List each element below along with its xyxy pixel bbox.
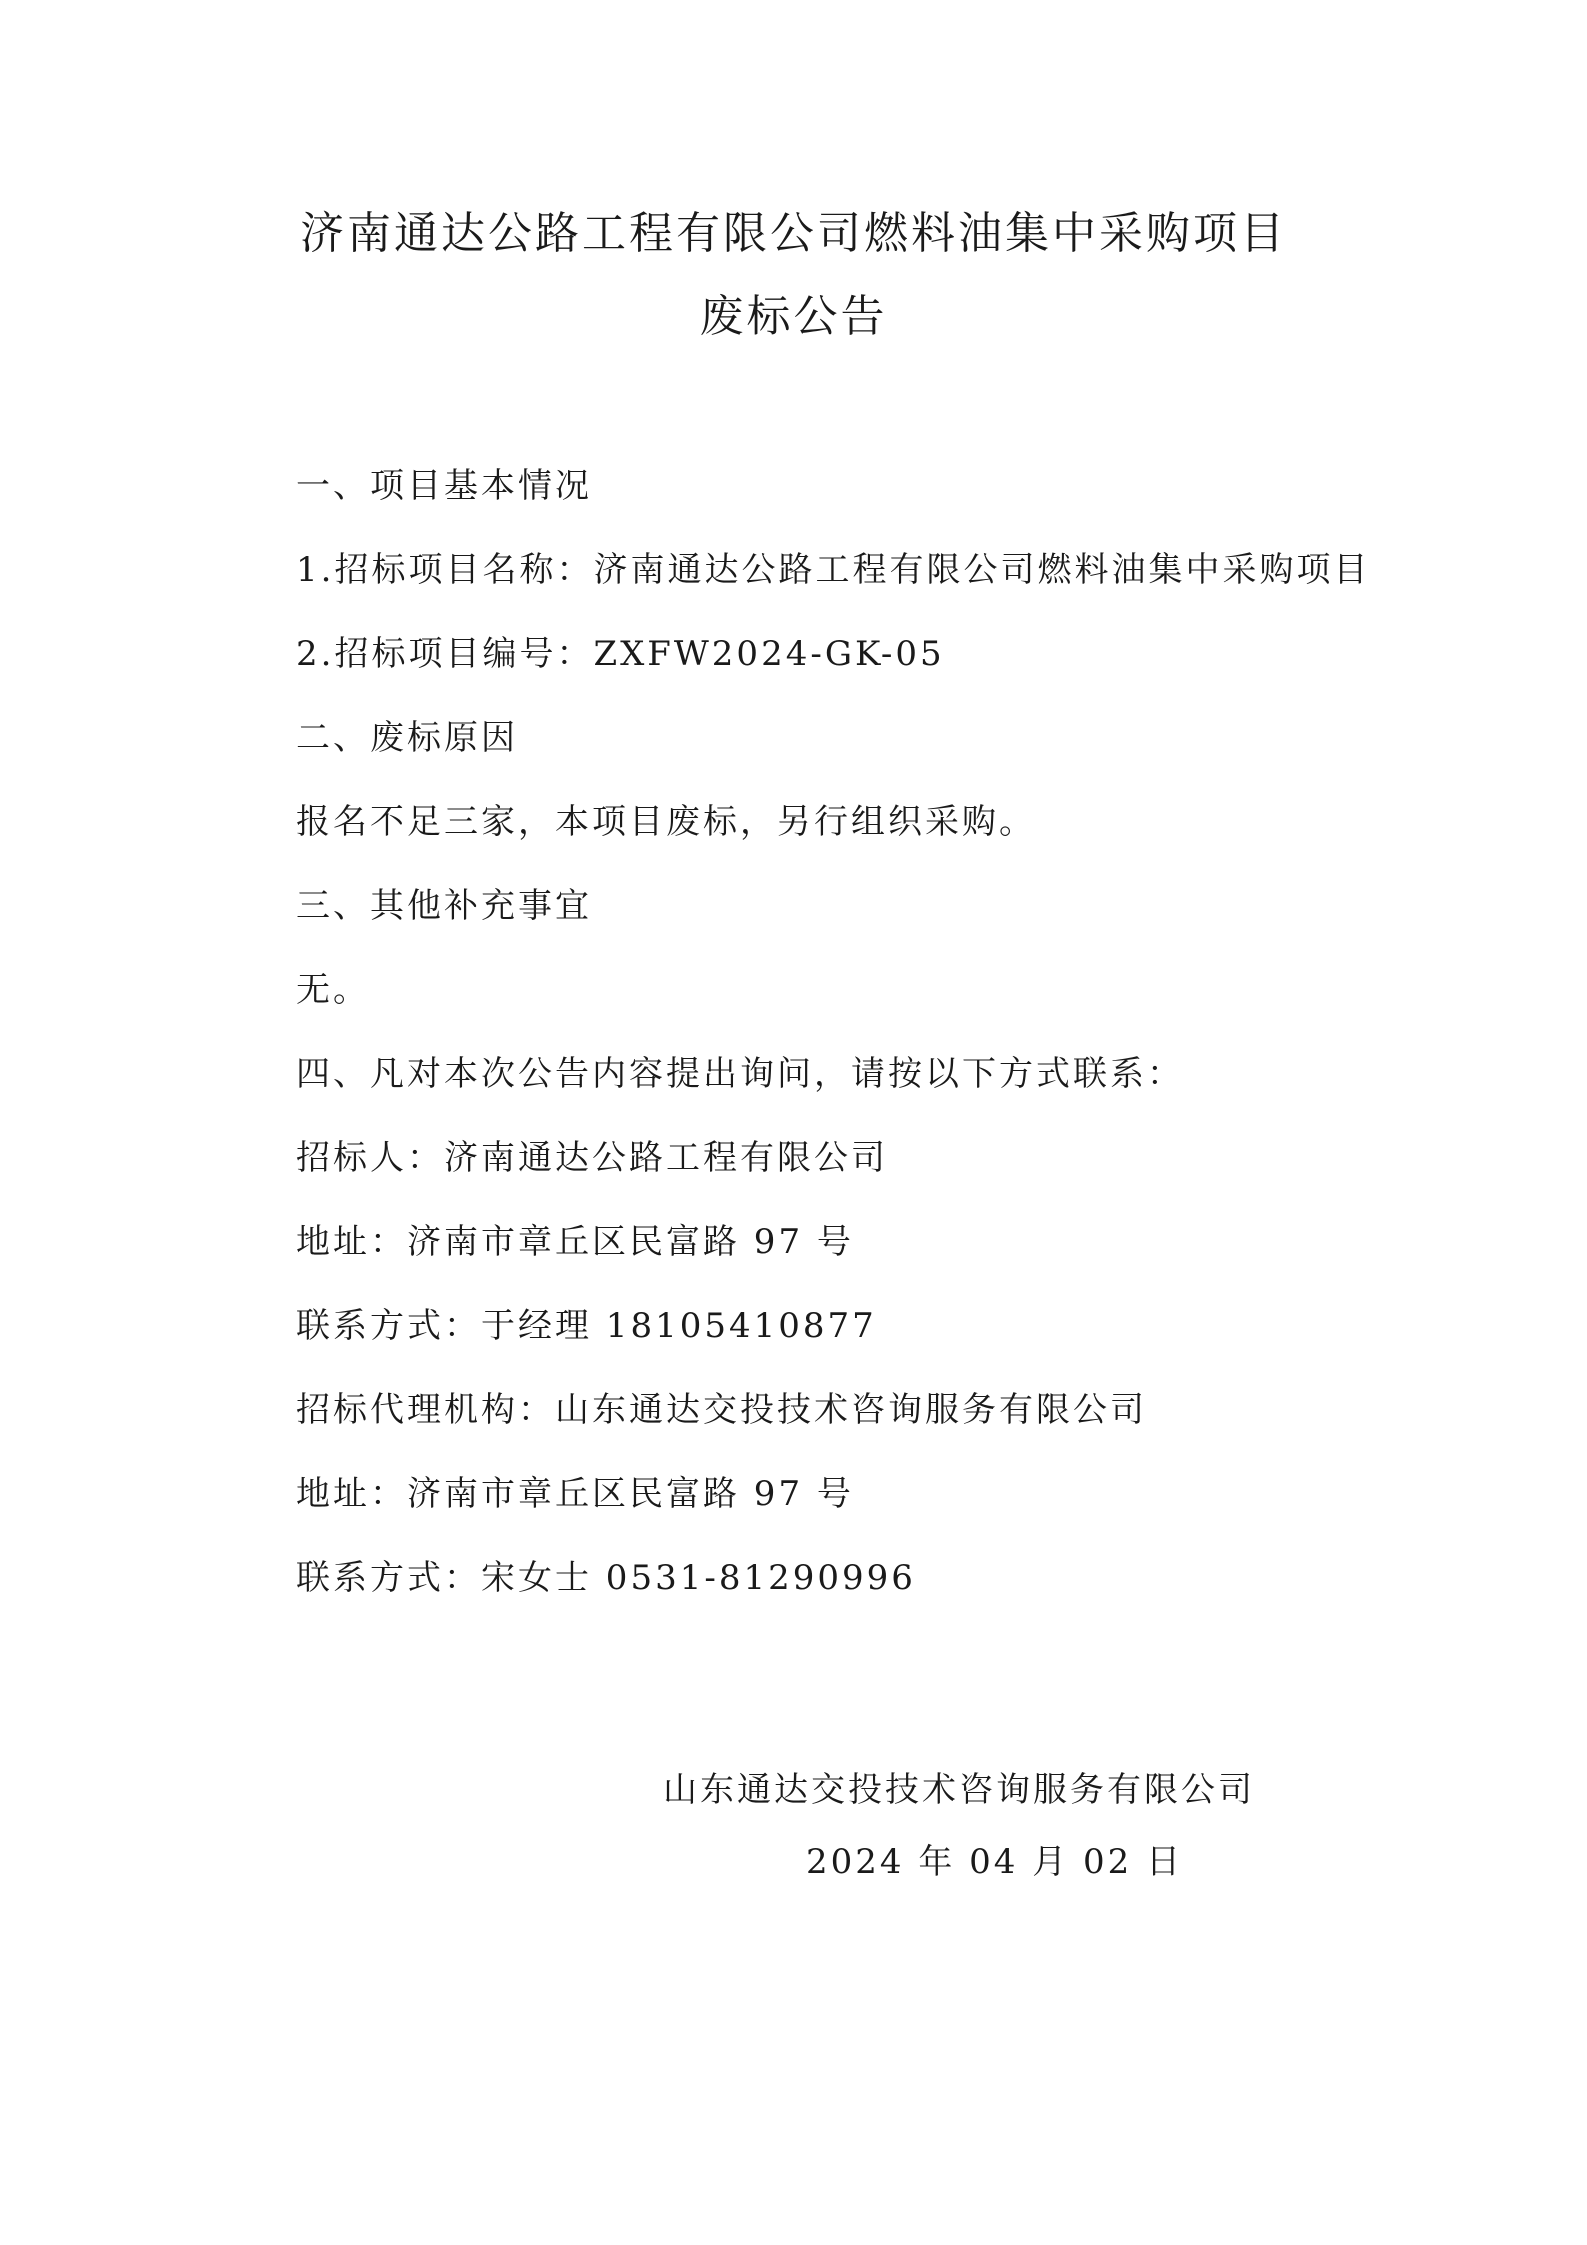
project-number: 2.招标项目编号：ZXFW2024-GK-05 bbox=[296, 634, 945, 674]
project-name: 1.招标项目名称：济南通达公路工程有限公司燃料油集中采购项目 bbox=[296, 550, 1371, 590]
section1-heading: 一、项目基本情况 bbox=[296, 466, 592, 506]
section2-heading: 二、废标原因 bbox=[296, 718, 518, 758]
signature-date: 2024 年 04 月 02 日 bbox=[806, 1842, 1184, 1882]
agent: 招标代理机构：山东通达交投技术咨询服务有限公司 bbox=[296, 1390, 1147, 1430]
tenderer-contact: 联系方式：于经理 18105410877 bbox=[296, 1306, 877, 1346]
document-title: 济南通达公路工程有限公司燃料油集中采购项目 bbox=[300, 208, 1287, 259]
cancellation-reason: 报名不足三家，本项目废标，另行组织采购。 bbox=[296, 802, 1036, 842]
document-subtitle: 废标公告 bbox=[699, 291, 888, 342]
section3-heading: 三、其他补充事宜 bbox=[296, 886, 592, 926]
other-matters: 无。 bbox=[296, 970, 370, 1010]
tenderer-address: 地址：济南市章丘区民富路 97 号 bbox=[296, 1222, 854, 1262]
agent-contact: 联系方式：宋女士 0531-81290996 bbox=[296, 1558, 916, 1598]
section4-heading: 四、凡对本次公告内容提出询问，请按以下方式联系： bbox=[296, 1054, 1184, 1094]
agent-address: 地址：济南市章丘区民富路 97 号 bbox=[296, 1474, 854, 1514]
tenderer: 招标人：济南通达公路工程有限公司 bbox=[296, 1138, 888, 1178]
signature-company: 山东通达交投技术咨询服务有限公司 bbox=[663, 1770, 1255, 1810]
